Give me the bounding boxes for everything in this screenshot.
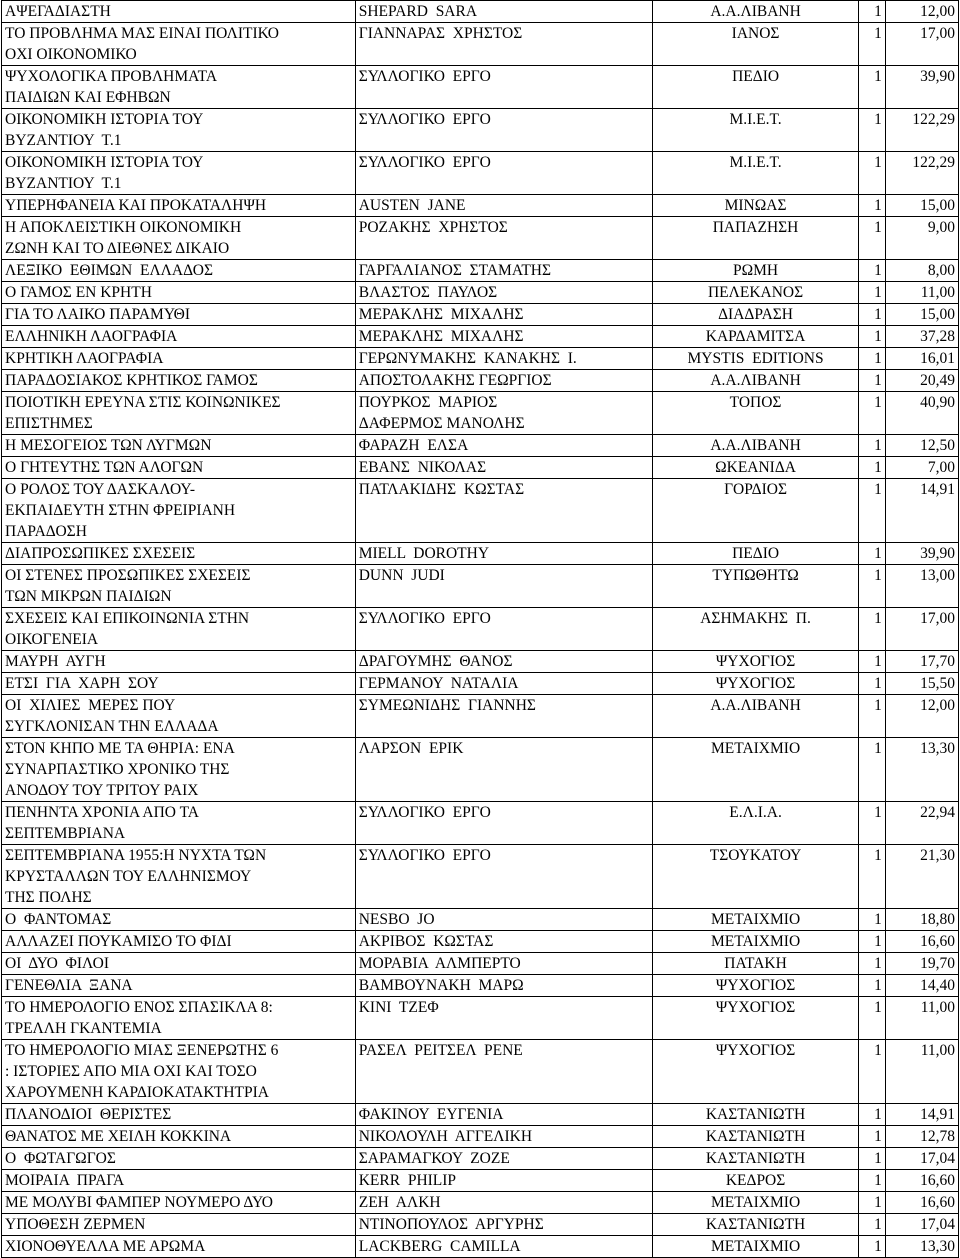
book-price-cell: 17,00	[885, 608, 958, 651]
book-author-cell: ΓΕΡΩΝΥΜΑΚΗΣ ΚΑΝΑΚΗΣ Ι.	[355, 348, 653, 370]
book-title-cell: ΤΟ ΗΜΕΡΟΛΟΓΙΟ ΕΝΟΣ ΣΠΑΣΙΚΛΑ 8: ΤΡΕΛΛΗ ΓΚΑΝΤΕΜΙΑ	[2, 997, 356, 1040]
book-price-cell: 8,00	[885, 260, 958, 282]
book-publisher-cell: Ε.Λ.Ι.Α.	[653, 802, 858, 845]
table-row	[2, 1236, 959, 1258]
book-title-cell: ΚΡΗΤΙΚΗ ΛΑΟΓΡΑΦΙΑ	[2, 348, 356, 370]
table-row	[2, 738, 959, 802]
book-publisher-cell: ΠΕΔΙΟ	[653, 66, 858, 109]
book-title-cell: ΜΕ ΜΟΛΥΒΙ ΦΑΜΠΕΡ ΝΟΥΜΕΡΟ ΔΥΟ	[2, 1192, 356, 1214]
book-publisher-cell: ΜΕΤΑΙΧΜΙΟ	[653, 1192, 858, 1214]
table-row	[2, 565, 959, 608]
table-row	[2, 1, 959, 23]
book-author-cell: ΡΟΖΑΚΗΣ ΧΡΗΣΤΟΣ	[355, 217, 653, 260]
book-author-cell: MIELL DOROTHY	[355, 543, 653, 565]
table-row	[2, 1104, 959, 1126]
book-publisher-cell: ΙΑΝΟΣ	[653, 23, 858, 66]
book-title-cell: ΕΤΣΙ ΓΙΑ ΧΑΡΗ ΣΟΥ	[2, 673, 356, 695]
book-author-cell: ΡΑΣΕΛ ΡΕΙΤΣΕΛ ΡΕΝΕ	[355, 1040, 653, 1104]
book-author-cell: LACKBERG CAMILLA	[355, 1236, 653, 1258]
book-price-cell: 37,28	[885, 326, 958, 348]
book-quantity-cell: 1	[858, 953, 885, 975]
book-publisher-cell: ΤΟΠΟΣ	[653, 392, 858, 435]
book-title-cell: ΠΛΑΝΟΔΙΟΙ ΘΕΡΙΣΤΕΣ	[2, 1104, 356, 1126]
book-publisher-cell: ΜΙΝΩΑΣ	[653, 195, 858, 217]
book-price-cell: 16,01	[885, 348, 958, 370]
book-title-cell: ΤΟ ΠΡΟΒΛΗΜΑ ΜΑΣ ΕΙΝΑΙ ΠΟΛΙΤΙΚΟ ΟΧΙ ΟΙΚΟΝΟΜΙΚΟ	[2, 23, 356, 66]
book-title-cell: ΟΙ ΧΙΛΙΕΣ ΜΕΡΕΣ ΠΟΥ ΣΥΓΚΛΟΝΙΣΑΝ ΤΗΝ ΕΛΛΑΔΑ	[2, 695, 356, 738]
table-row	[2, 695, 959, 738]
book-price-cell: 18,80	[885, 909, 958, 931]
book-author-cell: NESBO JO	[355, 909, 653, 931]
book-price-cell: 16,60	[885, 1192, 958, 1214]
book-quantity-cell: 1	[858, 66, 885, 109]
book-publisher-cell: ΜΕΤΑΙΧΜΙΟ	[653, 738, 858, 802]
table-row	[2, 370, 959, 392]
book-publisher-cell: ΠΕΔΙΟ	[653, 543, 858, 565]
table-row	[2, 195, 959, 217]
book-quantity-cell: 1	[858, 695, 885, 738]
book-title-cell: ΛΕΞΙΚΟ ΕΘΙΜΩΝ ΕΛΛΑΔΟΣ	[2, 260, 356, 282]
table-row	[2, 152, 959, 195]
book-price-cell: 14,40	[885, 975, 958, 997]
book-author-cell: ΛΑΡΣΟΝ ΕΡΙΚ	[355, 738, 653, 802]
book-price-cell: 16,60	[885, 1170, 958, 1192]
book-price-cell: 39,90	[885, 543, 958, 565]
book-price-cell: 19,70	[885, 953, 958, 975]
table-row	[2, 953, 959, 975]
book-list-table	[1, 0, 959, 1258]
table-row	[2, 23, 959, 66]
book-quantity-cell: 1	[858, 109, 885, 152]
book-author-cell: ΑΠΟΣΤΟΛΑΚΗΣ ΓΕΩΡΓΙΟΣ	[355, 370, 653, 392]
book-title-cell: ΧΙΟΝΟΘΥΕΛΛΑ ΜΕ ΑΡΩΜΑ	[2, 1236, 356, 1258]
book-title-cell: Ο ΦΩΤΑΓΩΓΟΣ	[2, 1148, 356, 1170]
book-quantity-cell: 1	[858, 195, 885, 217]
book-quantity-cell: 1	[858, 479, 885, 543]
book-publisher-cell: ΜΕΤΑΙΧΜΙΟ	[653, 931, 858, 953]
book-title-cell: ΠΟΙΟΤΙΚΗ ΕΡΕΥΝΑ ΣΤΙΣ ΚΟΙΝΩΝΙΚΕΣ ΕΠΙΣΤΗΜΕΣ	[2, 392, 356, 435]
table-row	[2, 1170, 959, 1192]
book-author-cell: SHEPARD SARA	[355, 1, 653, 23]
book-title-cell: ΠΕΝΗΝΤΑ ΧΡΟΝΙΑ ΑΠΟ ΤΑ ΣΕΠΤΕΜΒΡΙΑΝΑ	[2, 802, 356, 845]
book-author-cell: ΜΟΡΑΒΙΑ ΑΛΜΠΕΡΤΟ	[355, 953, 653, 975]
book-price-cell: 12,00	[885, 695, 958, 738]
book-author-cell: ΑΚΡΙΒΟΣ ΚΩΣΤΑΣ	[355, 931, 653, 953]
book-title-cell: ΟΙΚΟΝΟΜΙΚΗ ΙΣΤΟΡΙΑ ΤΟΥ ΒΥΖΑΝΤΙΟΥ Τ.1	[2, 109, 356, 152]
book-quantity-cell: 1	[858, 370, 885, 392]
table-row	[2, 479, 959, 543]
book-price-cell: 13,30	[885, 738, 958, 802]
book-publisher-cell: ΔΙΑΔΡΑΣΗ	[653, 304, 858, 326]
book-quantity-cell: 1	[858, 260, 885, 282]
book-publisher-cell: ΡΩΜΗ	[653, 260, 858, 282]
book-publisher-cell: ΚΑΣΤΑΝΙΩΤΗ	[653, 1104, 858, 1126]
book-publisher-cell: ΚΑΡΔΑΜΙΤΣΑ	[653, 326, 858, 348]
book-quantity-cell: 1	[858, 909, 885, 931]
book-publisher-cell: ΜΕΤΑΙΧΜΙΟ	[653, 1236, 858, 1258]
book-title-cell: ΟΙ ΔΥΟ ΦΙΛΟΙ	[2, 953, 356, 975]
table-row	[2, 997, 959, 1040]
book-publisher-cell: ΚΑΣΤΑΝΙΩΤΗ	[653, 1214, 858, 1236]
book-author-cell: ΣΥΛΛΟΓΙΚΟ ΕΡΓΟ	[355, 152, 653, 195]
book-quantity-cell: 1	[858, 326, 885, 348]
book-quantity-cell: 1	[858, 217, 885, 260]
book-quantity-cell: 1	[858, 802, 885, 845]
book-author-cell: ΓΕΡΜΑΝΟΥ ΝΑΤΑΛΙΑ	[355, 673, 653, 695]
book-author-cell: ΒΑΜΒΟΥΝΑΚΗ ΜΑΡΩ	[355, 975, 653, 997]
table-row	[2, 392, 959, 435]
book-publisher-cell: ΓΟΡΔΙΟΣ	[653, 479, 858, 543]
book-quantity-cell: 1	[858, 23, 885, 66]
table-row	[2, 66, 959, 109]
table-row	[2, 217, 959, 260]
book-publisher-cell: Α.Α.ΛΙΒΑΝΗ	[653, 1, 858, 23]
book-publisher-cell: ΚΑΣΤΑΝΙΩΤΗ	[653, 1126, 858, 1148]
book-author-cell: ΚΙΝΙ ΤΖΕΦ	[355, 997, 653, 1040]
book-author-cell: ΜΕΡΑΚΛΗΣ ΜΙΧΑΛΗΣ	[355, 304, 653, 326]
book-title-cell: ΓΙΑ ΤΟ ΛΑΙΚΟ ΠΑΡΑΜΥΘΙ	[2, 304, 356, 326]
book-publisher-cell: ΩΚΕΑΝΙΔΑ	[653, 457, 858, 479]
book-quantity-cell: 1	[858, 1170, 885, 1192]
book-title-cell: ΣΧΕΣΕΙΣ ΚΑΙ ΕΠΙΚΟΙΝΩΝΙΑ ΣΤΗΝ ΟΙΚΟΓΕΝΕΙΑ	[2, 608, 356, 651]
book-price-cell: 20,49	[885, 370, 958, 392]
book-list-body	[2, 1, 959, 1258]
book-price-cell: 11,00	[885, 997, 958, 1040]
book-publisher-cell: ΨΥΧΟΓΙΟΣ	[653, 975, 858, 997]
book-publisher-cell: Α.Α.ΛΙΒΑΝΗ	[653, 370, 858, 392]
book-author-cell: ΒΛΑΣΤΟΣ ΠΑΥΛΟΣ	[355, 282, 653, 304]
book-quantity-cell: 1	[858, 997, 885, 1040]
table-row	[2, 457, 959, 479]
book-author-cell: ΣΥΜΕΩΝΙΔΗΣ ΓΙΑΝΝΗΣ	[355, 695, 653, 738]
book-author-cell: ΣΥΛΛΟΓΙΚΟ ΕΡΓΟ	[355, 66, 653, 109]
book-quantity-cell: 1	[858, 1, 885, 23]
table-row	[2, 435, 959, 457]
book-price-cell: 17,70	[885, 651, 958, 673]
book-title-cell: ΑΨΕΓΑΔΙΑΣΤΗ	[2, 1, 356, 23]
book-title-cell: ΣΤΟΝ ΚΗΠΟ ΜΕ ΤΑ ΘΗΡΙΑ: ΕΝΑ ΣΥΝΑΡΠΑΣΤΙΚΟ ΧΡΟΝΙΚΟ ΤΗΣ ΑΝΟΔΟΥ ΤΟΥ ΤΡΙΤΟΥ ΡΑΙΧ	[2, 738, 356, 802]
book-publisher-cell: ΨΥΧΟΓΙΟΣ	[653, 651, 858, 673]
book-author-cell: ΣΥΛΛΟΓΙΚΟ ΕΡΓΟ	[355, 802, 653, 845]
book-title-cell: ΥΠΕΡΗΦΑΝΕΙΑ ΚΑΙ ΠΡΟΚΑΤΑΛΗΨΗ	[2, 195, 356, 217]
table-row	[2, 109, 959, 152]
table-row	[2, 282, 959, 304]
book-quantity-cell: 1	[858, 608, 885, 651]
book-title-cell: ΟΙ ΣΤΕΝΕΣ ΠΡΟΣΩΠΙΚΕΣ ΣΧΕΣΕΙΣ ΤΩΝ ΜΙΚΡΩΝ ΠΑΙΔΙΩΝ	[2, 565, 356, 608]
book-publisher-cell: Α.Α.ΛΙΒΑΝΗ	[653, 695, 858, 738]
book-author-cell: ΓΑΡΓΑΛΙΑΝΟΣ ΣΤΑΜΑΤΗΣ	[355, 260, 653, 282]
book-quantity-cell: 1	[858, 1192, 885, 1214]
book-author-cell: ΝΙΚΟΛΟΥΛΗ ΑΓΓΕΛΙΚΗ	[355, 1126, 653, 1148]
table-row	[2, 304, 959, 326]
book-publisher-cell: ΠΑΠΑΖΗΣΗ	[653, 217, 858, 260]
book-author-cell: ΓΙΑΝΝΑΡΑΣ ΧΡΗΣΤΟΣ	[355, 23, 653, 66]
book-title-cell: Η ΜΕΣΟΓΕΙΟΣ ΤΩΝ ΛΥΓΜΩΝ	[2, 435, 356, 457]
book-quantity-cell: 1	[858, 845, 885, 909]
book-price-cell: 13,30	[885, 1236, 958, 1258]
book-price-cell: 9,00	[885, 217, 958, 260]
book-price-cell: 15,00	[885, 304, 958, 326]
book-price-cell: 12,50	[885, 435, 958, 457]
book-price-cell: 11,00	[885, 1040, 958, 1104]
book-title-cell: ΑΛΛΑΖΕΙ ΠΟΥΚΑΜΙΣΟ ΤΟ ΦΙΔΙ	[2, 931, 356, 953]
book-quantity-cell: 1	[858, 975, 885, 997]
book-quantity-cell: 1	[858, 1236, 885, 1258]
book-publisher-cell: ΜΕΤΑΙΧΜΙΟ	[653, 909, 858, 931]
book-quantity-cell: 1	[858, 304, 885, 326]
book-publisher-cell: Μ.Ι.Ε.Τ.	[653, 109, 858, 152]
table-row	[2, 975, 959, 997]
book-quantity-cell: 1	[858, 1214, 885, 1236]
book-title-cell: Ο ΓΑΜΟΣ ΕΝ ΚΡΗΤΗ	[2, 282, 356, 304]
book-title-cell: Η ΑΠΟΚΛΕΙΣΤΙΚΗ ΟΙΚΟΝΟΜΙΚΗ ΖΩΝΗ ΚΑΙ ΤΟ ΔΙΕΘΝΕΣ ΔΙΚΑΙΟ	[2, 217, 356, 260]
book-price-cell: 15,50	[885, 673, 958, 695]
table-row	[2, 1126, 959, 1148]
book-publisher-cell: MYSTIS EDITIONS	[653, 348, 858, 370]
table-row	[2, 543, 959, 565]
table-row	[2, 1192, 959, 1214]
book-title-cell: ΥΠΟΘΕΣΗ ΖΕΡΜΕΝ	[2, 1214, 356, 1236]
book-quantity-cell: 1	[858, 435, 885, 457]
book-title-cell: ΣΕΠΤΕΜΒΡΙΑΝΑ 1955:Η ΝΥΧΤΑ ΤΩΝ ΚΡΥΣΤΑΛΛΩΝ ΤΟΥ ΕΛΛΗΝΙΣΜΟΥ ΤΗΣ ΠΟΛΗΣ	[2, 845, 356, 909]
book-price-cell: 13,00	[885, 565, 958, 608]
book-publisher-cell: ΑΣΗΜΑΚΗΣ Π.	[653, 608, 858, 651]
book-author-cell: ΣΥΛΛΟΓΙΚΟ ΕΡΓΟ	[355, 608, 653, 651]
book-title-cell: ΜΟΙΡΑΙΑ ΠΡΑΓΑ	[2, 1170, 356, 1192]
book-quantity-cell: 1	[858, 1040, 885, 1104]
book-quantity-cell: 1	[858, 1126, 885, 1148]
table-row	[2, 909, 959, 931]
table-row	[2, 260, 959, 282]
book-author-cell: ΦΑΚΙΝΟΥ ΕΥΓΕΝΙΑ	[355, 1104, 653, 1126]
book-publisher-cell: ΨΥΧΟΓΙΟΣ	[653, 1040, 858, 1104]
book-quantity-cell: 1	[858, 152, 885, 195]
book-price-cell: 11,00	[885, 282, 958, 304]
book-author-cell: ΕΒΑΝΣ ΝΙΚΟΛΑΣ	[355, 457, 653, 479]
table-row	[2, 1214, 959, 1236]
book-publisher-cell: ΠΑΤΑΚΗ	[653, 953, 858, 975]
book-price-cell: 15,00	[885, 195, 958, 217]
book-author-cell: ΣΥΛΛΟΓΙΚΟ ΕΡΓΟ	[355, 109, 653, 152]
table-row	[2, 348, 959, 370]
book-publisher-cell: ΠΕΛΕΚΑΝΟΣ	[653, 282, 858, 304]
book-author-cell: ΖΕΗ ΑΛΚΗ	[355, 1192, 653, 1214]
book-author-cell: ΣΑΡΑΜΑΓΚΟΥ ΖΟΖΕ	[355, 1148, 653, 1170]
book-title-cell: Ο ΦΑΝΤΟΜΑΣ	[2, 909, 356, 931]
book-quantity-cell: 1	[858, 543, 885, 565]
book-price-cell: 17,00	[885, 23, 958, 66]
table-row	[2, 931, 959, 953]
book-author-cell: ΣΥΛΛΟΓΙΚΟ ΕΡΓΟ	[355, 845, 653, 909]
book-title-cell: Ο ΡΟΛΟΣ ΤΟΥ ΔΑΣΚΑΛΟΥ- ΕΚΠΑΙΔΕΥΤΗ ΣΤΗΝ ΦΡΕΙΡΙΑΝΗ ΠΑΡΑΔΟΣΗ	[2, 479, 356, 543]
book-title-cell: Ο ΓΗΤΕΥΤΗΣ ΤΩΝ ΑΛΟΓΩΝ	[2, 457, 356, 479]
book-publisher-cell: ΤΥΠΩΘΗΤΩ	[653, 565, 858, 608]
book-author-cell: ΦΑΡΑΖΗ ΕΛΣΑ	[355, 435, 653, 457]
book-title-cell: ΠΑΡΑΔΟΣΙΑΚΟΣ ΚΡΗΤΙΚΟΣ ΓΑΜΟΣ	[2, 370, 356, 392]
book-price-cell: 17,04	[885, 1148, 958, 1170]
table-row	[2, 802, 959, 845]
table-row	[2, 1040, 959, 1104]
book-publisher-cell: ΚΑΣΤΑΝΙΩΤΗ	[653, 1148, 858, 1170]
book-title-cell: ΨΥΧΟΛΟΓΙΚΑ ΠΡΟΒΛΗΜΑΤΑ ΠΑΙΔΙΩΝ ΚΑΙ ΕΦΗΒΩΝ	[2, 66, 356, 109]
book-quantity-cell: 1	[858, 651, 885, 673]
book-title-cell: ΓΕΝΕΘΛΙΑ ΞΑΝΑ	[2, 975, 356, 997]
book-publisher-cell: ΨΥΧΟΓΙΟΣ	[653, 673, 858, 695]
book-publisher-cell: ΚΕΔΡΟΣ	[653, 1170, 858, 1192]
table-row	[2, 608, 959, 651]
book-quantity-cell: 1	[858, 565, 885, 608]
book-author-cell: ΝΤΙΝΟΠΟΥΛΟΣ ΑΡΓΥΡΗΣ	[355, 1214, 653, 1236]
book-price-cell: 14,91	[885, 479, 958, 543]
book-price-cell: 40,90	[885, 392, 958, 435]
table-row	[2, 845, 959, 909]
table-row	[2, 1148, 959, 1170]
book-author-cell: KERR PHILIP	[355, 1170, 653, 1192]
book-quantity-cell: 1	[858, 348, 885, 370]
book-author-cell: ΜΕΡΑΚΛΗΣ ΜΙΧΑΛΗΣ	[355, 326, 653, 348]
table-row	[2, 673, 959, 695]
book-publisher-cell: ΨΥΧΟΓΙΟΣ	[653, 997, 858, 1040]
book-price-cell: 16,60	[885, 931, 958, 953]
book-title-cell: ΟΙΚΟΝΟΜΙΚΗ ΙΣΤΟΡΙΑ ΤΟΥ ΒΥΖΑΝΤΙΟΥ Τ.1	[2, 152, 356, 195]
book-publisher-cell: Μ.Ι.Ε.Τ.	[653, 152, 858, 195]
book-price-cell: 7,00	[885, 457, 958, 479]
book-title-cell: ΔΙΑΠΡΟΣΩΠΙΚΕΣ ΣΧΕΣΕΙΣ	[2, 543, 356, 565]
book-author-cell: ΠΟΥΡΚΟΣ ΜΑΡΙΟΣ ΔΑΦΕΡΜΟΣ ΜΑΝΟΛΗΣ	[355, 392, 653, 435]
table-row	[2, 651, 959, 673]
book-publisher-cell: ΤΣΟΥΚΑΤΟΥ	[653, 845, 858, 909]
book-title-cell: ΤΟ ΗΜΕΡΟΛΟΓΙΟ ΜΙΑΣ ΞΕΝΕΡΩΤΗΣ 6 : ΙΣΤΟΡΙΕΣ ΑΠΟ ΜΙΑ ΟΧΙ ΚΑΙ ΤΟΣΟ ΧΑΡΟΥΜΕΝΗ ΚΑΡΔΙΟΚΑΤΑΚΤΗΤΡΙΑ	[2, 1040, 356, 1104]
book-author-cell: AUSTEN JANE	[355, 195, 653, 217]
book-quantity-cell: 1	[858, 673, 885, 695]
book-quantity-cell: 1	[858, 392, 885, 435]
book-price-cell: 122,29	[885, 109, 958, 152]
book-title-cell: ΜΑΥΡΗ ΑΥΓΗ	[2, 651, 356, 673]
book-quantity-cell: 1	[858, 457, 885, 479]
book-price-cell: 22,94	[885, 802, 958, 845]
book-price-cell: 12,00	[885, 1, 958, 23]
book-quantity-cell: 1	[858, 1104, 885, 1126]
book-title-cell: ΘΑΝΑΤΟΣ ΜΕ ΧΕΙΛΗ ΚΟΚΚΙΝΑ	[2, 1126, 356, 1148]
table-row	[2, 326, 959, 348]
book-price-cell: 39,90	[885, 66, 958, 109]
book-quantity-cell: 1	[858, 931, 885, 953]
book-price-cell: 17,04	[885, 1214, 958, 1236]
book-price-cell: 12,78	[885, 1126, 958, 1148]
book-author-cell: ΔΡΑΓΟΥΜΗΣ ΘΑΝΟΣ	[355, 651, 653, 673]
book-author-cell: ΠΑΤΛΑΚΙΔΗΣ ΚΩΣΤΑΣ	[355, 479, 653, 543]
book-author-cell: DUNN JUDI	[355, 565, 653, 608]
book-price-cell: 14,91	[885, 1104, 958, 1126]
book-quantity-cell: 1	[858, 1148, 885, 1170]
book-quantity-cell: 1	[858, 738, 885, 802]
book-publisher-cell: Α.Α.ΛΙΒΑΝΗ	[653, 435, 858, 457]
book-quantity-cell: 1	[858, 282, 885, 304]
book-title-cell: ΕΛΛΗΝΙΚΗ ΛΑΟΓΡΑΦΙΑ	[2, 326, 356, 348]
book-price-cell: 122,29	[885, 152, 958, 195]
book-price-cell: 21,30	[885, 845, 958, 909]
